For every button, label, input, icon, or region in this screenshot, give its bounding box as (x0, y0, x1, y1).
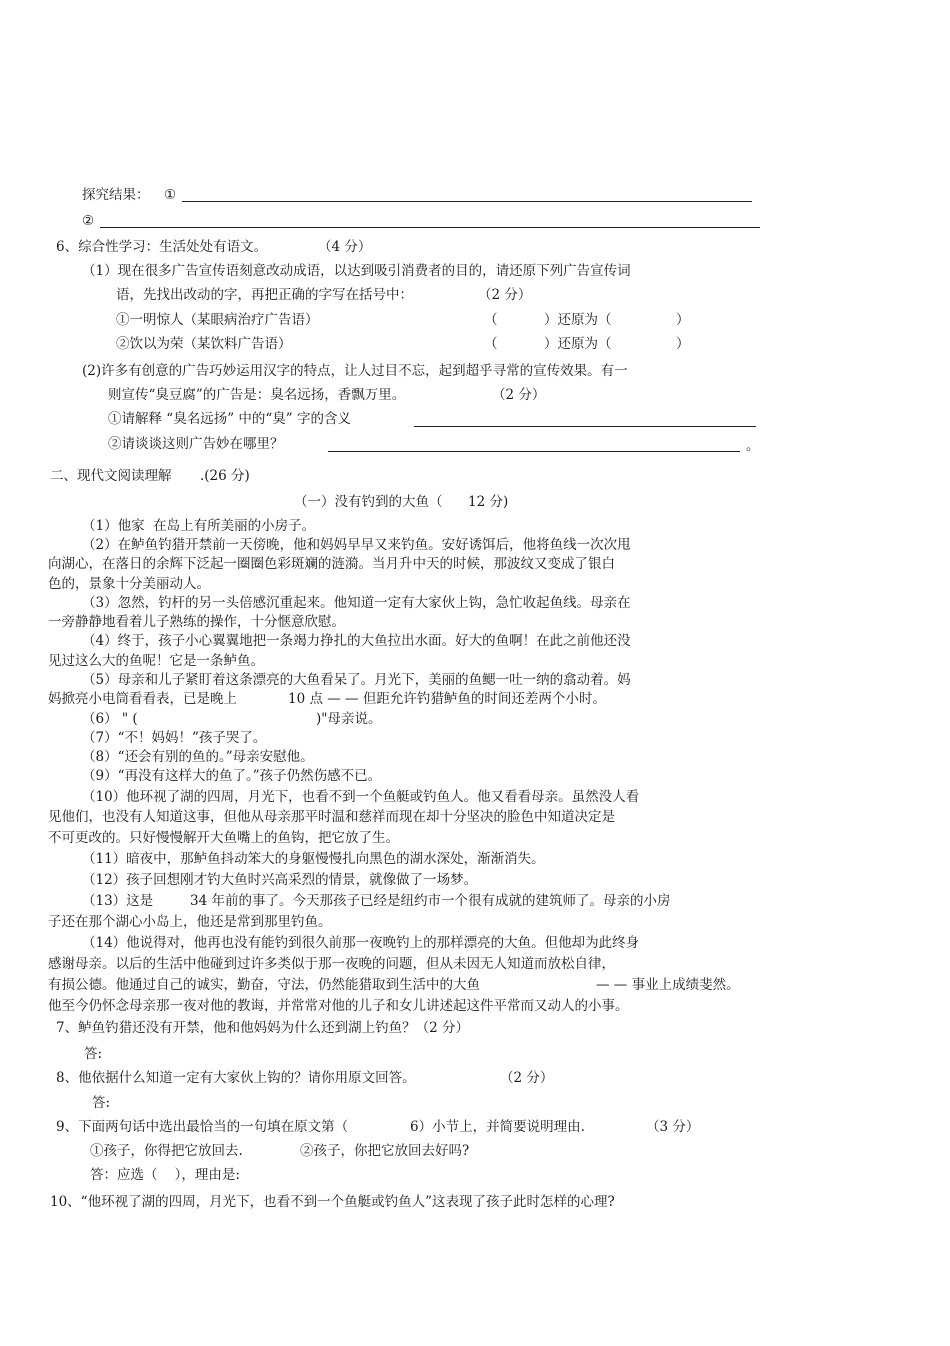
q6-part1-line1: （1）现在很多广告宣传语刻意改动成语，以达到吸引消费者的目的，请还原下列广告宣传词 (82, 263, 631, 279)
passage-para-14-line-3b: — — 事业上成绩斐然。 (596, 977, 740, 993)
q6-item-2-bracket-close: ） (676, 336, 690, 352)
passage-para-13-line-2: 子还在那个湖心小岛上，他还是常到那里钓鱼。 (48, 914, 332, 930)
passage-para-3-line-1: （3）忽然，钓杆的另一头倍感沉重起来。他知道一定有大家伙上钩，急忙收起鱼线。母亲在 (82, 595, 631, 611)
question-8-score: （2 分） (500, 1070, 554, 1086)
passage-para-14-line-3a: 有损公德。他通过自己的诚实，勤奋，守法，仍然能猎取到生活中的大鱼 (48, 977, 480, 993)
passage-score: 12 分) (468, 494, 509, 510)
passage-para-2-line-2: 向湖心，在落日的余辉下泛起一圈圈色彩斑斓的涟漪。当月升中天的时候，那波纹又变成了银白 (48, 556, 615, 572)
question-10: 10、“他环视了湖的四周，月光下，也看不到一个鱼艇或钓鱼人”这表现了孩子此时怎样的心理? (50, 1194, 615, 1210)
question-9-score: （3 分） (646, 1119, 700, 1135)
q6-part2-answer-line-1[interactable] (414, 426, 756, 427)
q6-part1-score: （2 分） (478, 287, 532, 303)
passage-para-5-line-1: （5）母亲和儿子紧盯着这条漂亮的大鱼看呆了。月光下，美丽的鱼鳃一吐一纳的翕动着。妈 (82, 672, 631, 688)
passage-para-14-line-2: 感谢母亲。以后的生活中他碰到过许多类似于那一夜晚的问题，但从未因无人知道而放松自律， (48, 956, 615, 972)
passage-para-14-line-1: （14）他说得对，他再也没有能钓到很久前那一夜晚钓上的那样漂亮的大鱼。但他却为此终身 (82, 935, 640, 951)
passage-para-11: （11）暗夜中，那鲈鱼抖动笨大的身躯慢慢扎向黑色的湖水深处，渐渐消失。 (82, 851, 545, 867)
q6-part2-question-2: ②请谈谈这则广告妙在哪里？ (108, 436, 284, 452)
question-7: 7、鲈鱼钓猎还没有开禁，他和他妈妈为什么还到湖上钓鱼？（2 分） (56, 1020, 469, 1036)
q6-item-2: ②饮以为荣（某饮料广告语） (116, 336, 292, 352)
passage-para-9: （9）“再没有这样大的鱼了。”孩子仍然伤感不已。 (82, 768, 382, 784)
explore-mark-1: ① (164, 187, 177, 203)
question-8: 8、他依据什么知道一定有大家伙上钩的？请你用原文回答。 (56, 1070, 416, 1086)
q6-item-2-restore[interactable]: ）还原为（ (544, 336, 612, 352)
passage-para-2-line-3: 色的，景象十分美丽动人。 (48, 576, 210, 592)
question-9-option-2[interactable]: ②孩子，你把它放回去好吗? (300, 1143, 470, 1159)
explore-mark-2: ② (82, 213, 95, 229)
passage-para-13-line-1a: （13）这是 (82, 893, 154, 909)
passage-para-10-line-3: 不可更改的。只好慢慢解开大鱼嘴上的鱼钩，把它放了生。 (48, 830, 399, 846)
passage-para-8: （8）“还会有别的鱼的。”母亲安慰他。 (82, 749, 314, 765)
explore-label: 探究结果： (82, 187, 150, 203)
q6-part2-score: （2 分） (492, 387, 546, 403)
passage-para-2-line-1: （2）在鲈鱼钓猎开禁前一天傍晚，他和妈妈早早又来钓鱼。安好诱饵后，他将鱼线一次次甩 (82, 537, 631, 553)
passage-para-6-start: （6） " ( (82, 711, 138, 727)
passage-para-5-line-2b: 10 点 — — 但距允许钓猎鲈鱼的时间还差两个小时。 (288, 691, 606, 707)
question-7-answer[interactable]: 答: (84, 1046, 103, 1062)
passage-para-14-line-4: 他至今仍怀念母亲那一夜对他的教诲，并常常对他的儿子和女儿讲述起这件平常而又动人的小事。 (48, 998, 629, 1014)
passage-para-4-line-2: 见过这么大的鱼呢！它是一条鲈鱼。 (48, 653, 264, 669)
question-9-option-1[interactable]: ①孩子，你得把它放回去. (90, 1143, 243, 1159)
passage-para-10-line-2: 见他们，也没有人知道这事，但他从母亲那平时温和慈祥而现在却十分坚决的脸色中知道决定是 (48, 809, 615, 825)
passage-para-5-line-2a: 妈掀亮小电筒看看表，已是晚上 (48, 691, 237, 707)
passage-para-1: （1）他家 在岛上有所美丽的小房子。 (82, 518, 316, 534)
q6-part2-end-mark: 。 (746, 438, 760, 454)
explore-answer-line-2[interactable] (100, 227, 760, 228)
q6-item-2-bracket-open[interactable]: （ (484, 336, 498, 352)
q6-part2-question-1: ①请解释 “臭名远扬” 中的“臭” 字的含义 (108, 411, 351, 427)
q6-item-1-bracket-close: ） (676, 312, 690, 328)
q6-item-1-restore[interactable]: ）还原为（ (544, 312, 612, 328)
explore-answer-line-1[interactable] (182, 201, 752, 202)
q6-part1-line2: 语，先找出改动的字，再把正确的字写在括号中： (116, 287, 413, 303)
passage-para-13-line-1b: 34 年前的事了。今天那孩子已经是纽约市一个很有成就的建筑师了。母亲的小房 (190, 893, 671, 909)
passage-para-12: （12）孩子回想刚才钓大鱼时兴高采烈的情景，就像做了一场梦。 (82, 872, 478, 888)
section-2-score: .(26 分) (200, 468, 250, 484)
passage-para-7: （7）“不！妈妈！”孩子哭了。 (82, 730, 267, 746)
q6-score: （4 分） (318, 239, 372, 255)
q6-item-1: ①一明惊人（某眼病治疗广告语） (116, 312, 319, 328)
q6-part2-line1: (2)许多有创意的广告巧妙运用汉字的特点，让人过目不忘，起到超乎寻常的宣传效果。有一 (82, 363, 628, 379)
question-9-start: 9、下面两句话中选出最恰当的一句填在原文第（ (56, 1119, 349, 1135)
section-2-title: 二、现代文阅读理解 (50, 468, 172, 484)
q6-item-1-bracket-open[interactable]: （ (484, 312, 498, 328)
passage-para-10-line-1: （10）他环视了湖的四周，月光下，也看不到一个鱼艇或钓鱼人。他又看看母亲。虽然没人看 (82, 789, 640, 805)
passage-para-6-end: )"母亲说。 (316, 711, 382, 727)
passage-title: （一）没有钓到的大鱼（ (294, 494, 443, 510)
question-8-answer[interactable]: 答: (92, 1095, 111, 1111)
q6-title: 6、综合性学习：生活处处有语文。 (56, 239, 268, 255)
question-9-end: 6）小节上，并简要说明理由. (410, 1119, 585, 1135)
q6-part2-line2: 则宣传“臭豆腐”的广告是：臭名远扬，香飘万里。 (108, 387, 406, 403)
q6-part2-answer-line-2[interactable] (328, 451, 740, 452)
passage-para-3-line-2: 一旁静静地看着儿子熟练的操作，十分惬意欣慰。 (48, 614, 345, 630)
question-9-answer[interactable]: 答：应选（ ），理由是: (90, 1167, 240, 1183)
passage-para-4-line-1: （4）终于，孩子小心翼翼地把一条竭力挣扎的大鱼拉出水面。好大的鱼啊！在此之前他还没 (82, 633, 631, 649)
